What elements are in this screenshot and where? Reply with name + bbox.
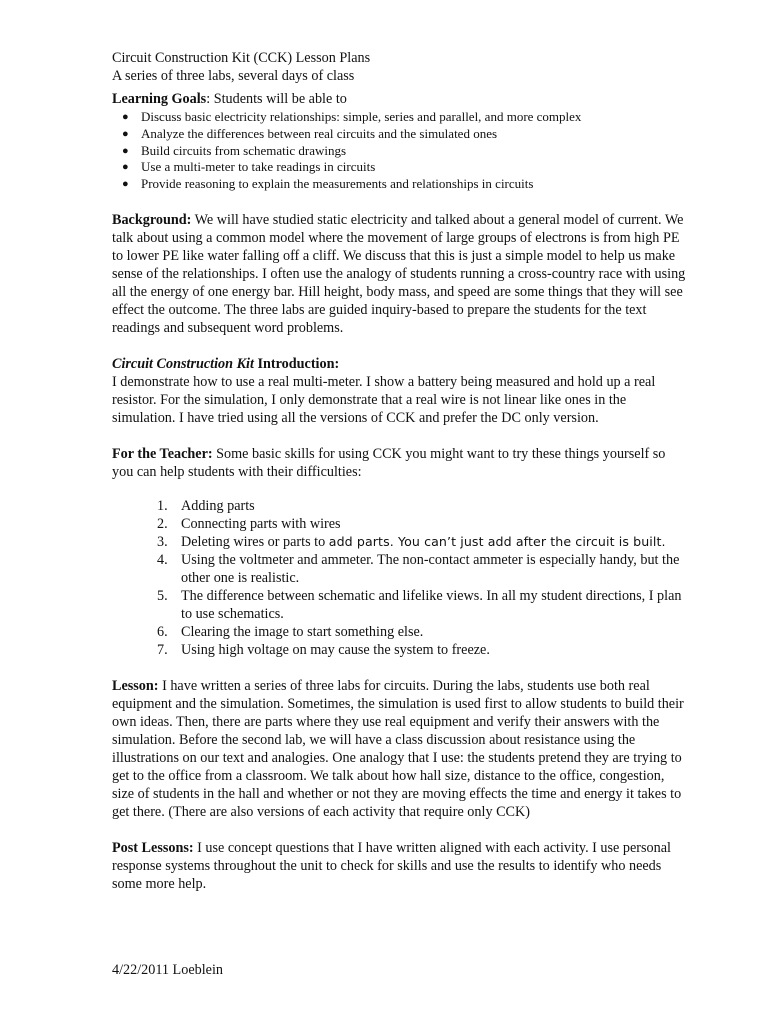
bullet-icon: ●: [122, 111, 129, 123]
lesson-label: Lesson:: [112, 677, 159, 694]
learning-goals-label: Learning Goals: [112, 91, 207, 107]
learning-goals-heading: [112, 90, 688, 108]
for-teacher-label: For the Teacher:: [112, 445, 213, 462]
skill-text: Connecting parts with wires: [181, 515, 341, 532]
background-label: Background:: [112, 211, 192, 228]
list-item: [112, 551, 688, 587]
background-paragraph: [112, 211, 688, 337]
list-item: [112, 641, 688, 659]
goal-text: Provide reasoning to explain the measurements and relationships in circuits: [141, 176, 534, 192]
background-text: We will have studied static electricity and talked about a general model of current. We talk about using a common model where the movement of large groups of electrons is from high PE to lower PE like water falling off a cliff. We discuss that this is just a simple model to help us make sense of the relationships. I often use the analogy of students running a cross-country race with using all the energy of one energy bar. Hill height, body mass, and speed are some things that they will see effect the outcome. The three labs are guided inquiry-based to prepare the students for the text readings and subsequent word problems.: [112, 211, 686, 336]
skill-text: The difference between schematic and lifelike views. In all my student directions, I plan to use schematics.: [181, 587, 682, 622]
bullet-icon: ●: [122, 144, 129, 157]
goal-text: Use a multi-meter to take readings in circuits: [141, 159, 376, 175]
goal-text: Build circuits from schematic drawings: [141, 142, 347, 158]
learning-goals-section: [112, 90, 688, 193]
skill-text: Clearing the image to start something else.: [181, 623, 424, 640]
list-number: 4.: [157, 551, 168, 568]
page-footer: 4/22/2011 Loeblein: [112, 962, 223, 978]
bullet-icon: ●: [122, 178, 129, 191]
list-number: 3.: [157, 533, 168, 550]
skill-text: Deleting wires or parts to: [181, 533, 329, 550]
cck-intro-heading: [112, 355, 688, 373]
list-item: [112, 515, 688, 533]
document-title: Circuit Construction Kit (CCK) Lesson Plans: [112, 50, 371, 66]
post-lessons-label: Post Lessons:: [112, 839, 194, 856]
list-item: [112, 159, 688, 176]
bullet-icon: ●: [122, 161, 129, 174]
skills-list: [112, 497, 688, 659]
list-item: [112, 109, 688, 126]
for-teacher-section: [112, 445, 688, 659]
list-item: [112, 497, 688, 515]
list-item: [112, 533, 688, 551]
list-number: 7.: [157, 641, 168, 658]
list-item: [112, 143, 688, 160]
cck-intro-section: [112, 355, 688, 427]
goal-text: Analyze the differences between real circuits and the simulated ones: [141, 125, 498, 141]
for-teacher-paragraph: [112, 445, 688, 481]
cck-intro-text: I demonstrate how to use a real multi-meter. I show a battery being measured and hold up a real resistor. For the simulation, I only demonstrate that a real wire is not linear like ones in the simulation. I have tried using all the versions of CCK and prefer the DC only version.: [112, 373, 656, 426]
list-number: 6.: [157, 623, 168, 640]
title-block: [112, 49, 688, 85]
post-lessons-text: I use concept questions that I have written aligned with each activity. I use personal response systems throughout the unit to check for skills and use the results to identify who needs some more help.: [112, 839, 671, 892]
skill-text-alt-font: add parts. You can’t just add after the circuit is built.: [328, 533, 666, 549]
lesson-text: I have written a series of three labs for circuits. During the labs, students use both real equipment and the simulation. Sometimes, the simulation is used first to allow students to build their own ideas. Then, there are parts where they use real equipment and verify their answers with the simulation. Before the second lab, we will have a class discussion about resistance using the illustrations on our text and analogies. One analogy that I use: the students pretend they are trying to get to the office from a classroom. We talk about how hall size, distance to the office, congestion, size of students in the hall and whether or not they are moving effects the time and energy it takes to get there. (There are also versions of each activity that require only CCK): [112, 677, 684, 820]
list-number: 1.: [157, 497, 168, 514]
skill-text: Using the voltmeter and ammeter. The non-contact ammeter is especially handy, but the other one is realistic.: [181, 551, 680, 586]
list-number: 2.: [157, 515, 168, 532]
skill-text: Using high voltage on may cause the system to freeze.: [181, 641, 490, 658]
goal-text: Discuss basic electricity relationships: simple, series and parallel, and more complex: [141, 109, 582, 124]
cck-intro-label-bold: Introduction:: [253, 355, 340, 372]
learning-goals-list: [112, 109, 688, 193]
cck-intro-label-italic: Circuit Construction Kit: [112, 355, 254, 372]
for-teacher-text: Some basic skills for using CCK you might want to try these things yourself so you can help students with their difficulties:: [112, 445, 666, 480]
list-item: [112, 587, 688, 623]
list-item: [112, 176, 688, 193]
lesson-paragraph: [112, 677, 688, 821]
bullet-icon: ●: [122, 127, 129, 140]
post-lessons-paragraph: [112, 839, 688, 893]
list-item: [112, 623, 688, 641]
skill-text: Adding parts: [181, 497, 255, 514]
document-subtitle: A series of three labs, several days of class: [112, 68, 355, 84]
list-item: [112, 126, 688, 143]
learning-goals-intro: : Students will be able to: [206, 91, 347, 107]
list-number: 5.: [157, 587, 168, 604]
